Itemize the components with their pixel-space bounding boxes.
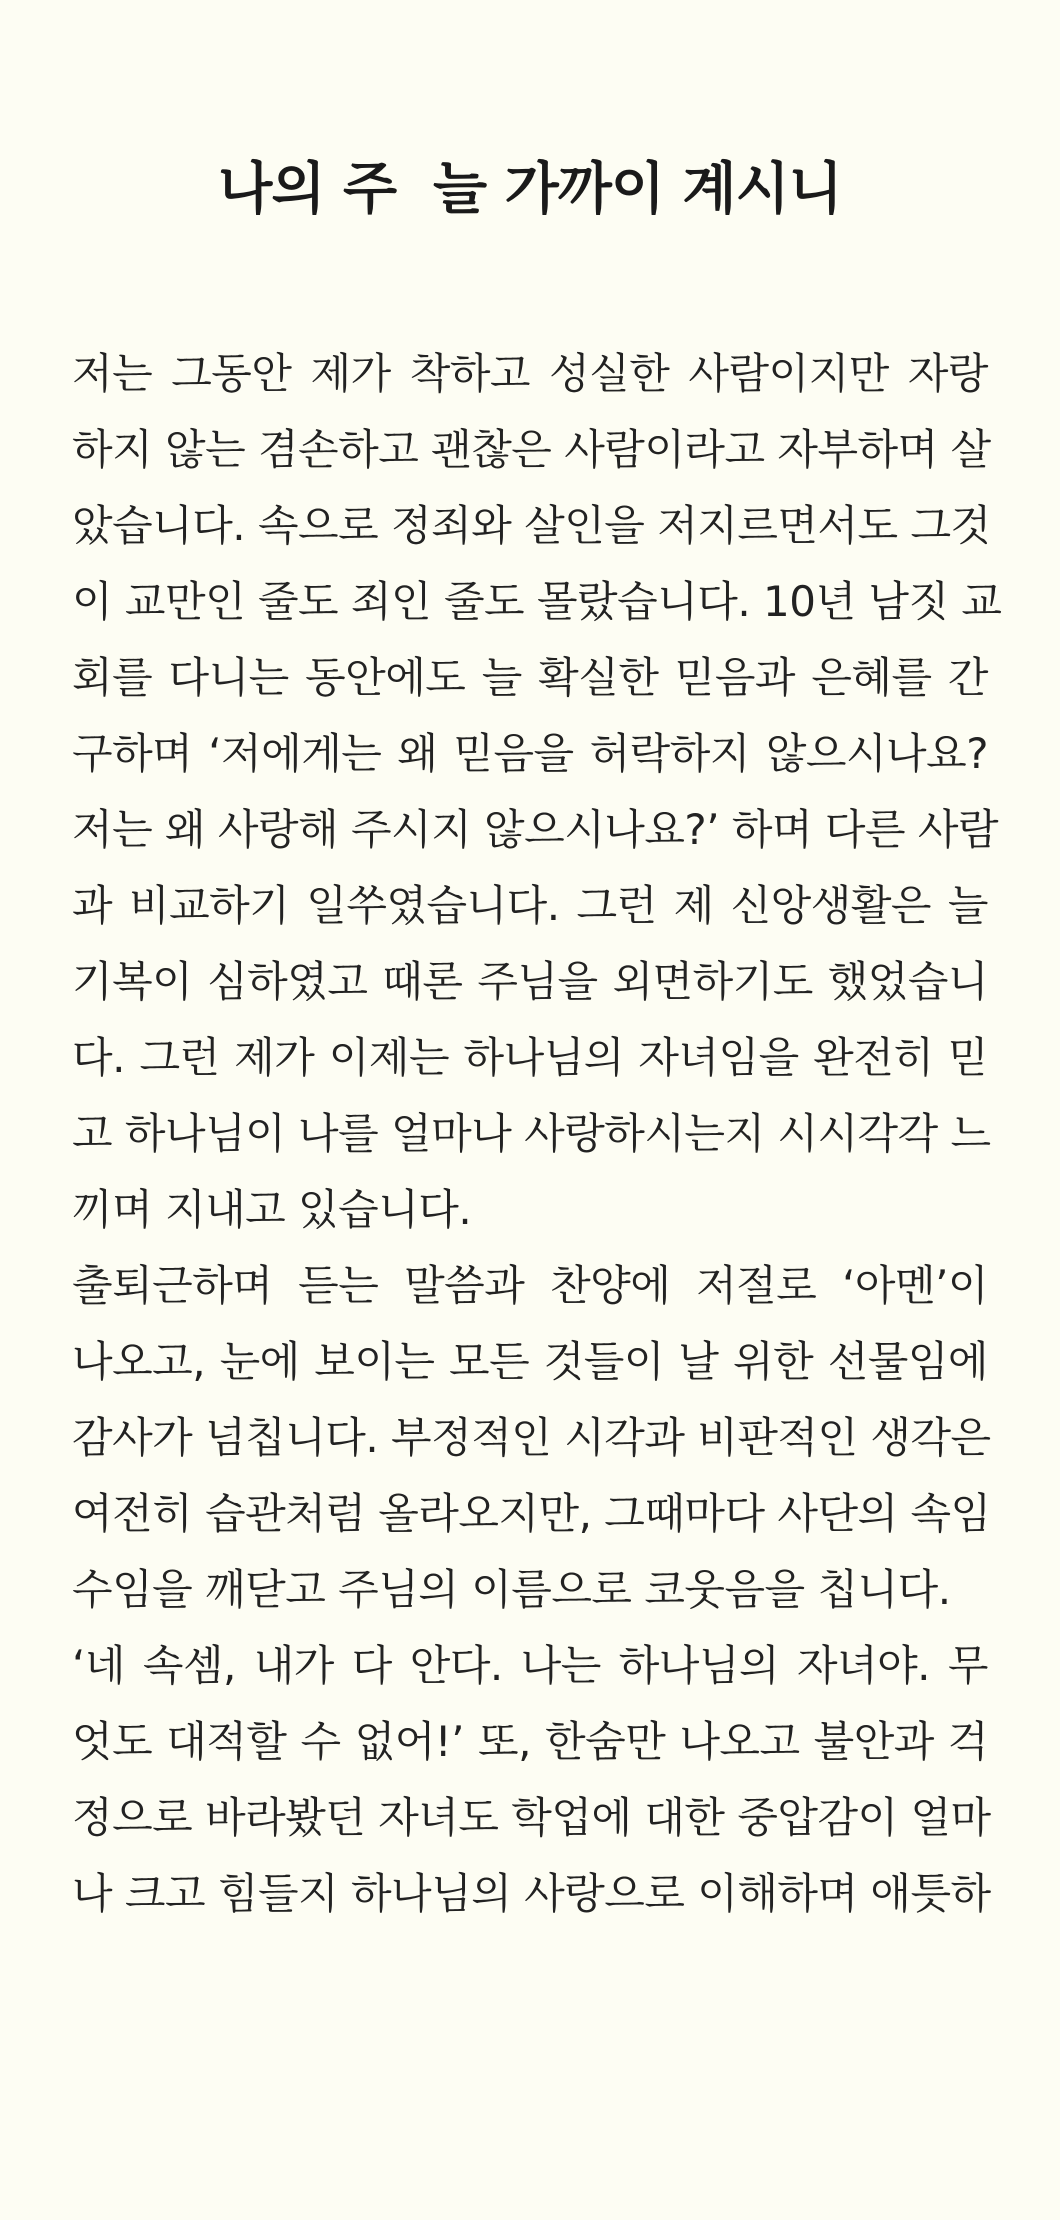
text-line: 았습니다. 속으로 정죄와 살인을 저지르면서도 그것 [72,501,991,550]
text-line: 여전히 습관처럼 올라오지만, 그때마다 사단의 속임 [72,1489,991,1538]
text-line: 나 크고 힘들지 하나님의 사랑으로 이해하며 애틋하 [72,1869,991,1918]
text-line: 고 하나님이 나를 얼마나 사랑하시는지 시시각각 느 [72,1109,991,1158]
text-line: 다. 그런 제가 이제는 하나님의 자녀임을 완전히 믿 [72,1033,988,1082]
text-line: 엇도 대적할 수 없어!’ 또, 한숨만 나오고 불안과 걱 [72,1717,988,1766]
text-line: 수임을 깨닫고 주님의 이름으로 코웃음을 칩니다. [72,1565,951,1614]
text-line: 출퇴근하며 듣는 말씀과 찬양에 저절로 ‘아멘’이 [72,1261,988,1310]
text-line: 정으로 바라봤던 자녀도 학업에 대한 중압감이 얼마 [72,1793,991,1842]
text-line: 기복이 심하였고 때론 주님을 외면하기도 했었습니 [72,957,988,1006]
body-text [72,336,1002,1932]
text-line: 회를 다니는 동안에도 늘 확실한 믿음과 은혜를 간 [72,653,988,702]
text-line: 이 교만인 줄도 죄인 줄도 몰랐습니다. 10년 남짓 교 [72,577,1002,626]
page-title: 나의 주 늘 가까이 계시니 [218,157,842,222]
text-line: ‘네 속셈, 내가 다 안다. 나는 하나님의 자녀야. 무 [72,1641,988,1690]
text-line: 구하며 ‘저에게는 왜 믿음을 허락하지 않으시나요? [72,729,988,778]
text-line: 나오고, 눈에 보이는 모든 것들이 날 위한 선물임에 [72,1337,988,1386]
text-line: 하지 않는 겸손하고 괜찮은 사람이라고 자부하며 살 [72,425,991,474]
text-line: 끼며 지내고 있습니다. [72,1185,472,1234]
text-line: 저는 왜 사랑해 주시지 않으시나요?’ 하며 다른 사람 [72,805,999,854]
text-line: 감사가 넘칩니다. 부정적인 시각과 비판적인 생각은 [72,1413,991,1462]
text-line: 과 비교하기 일쑤였습니다. 그런 제 신앙생활은 늘 [72,881,988,930]
text-line: 저는 그동안 제가 착하고 성실한 사람이지만 자랑 [72,349,988,398]
